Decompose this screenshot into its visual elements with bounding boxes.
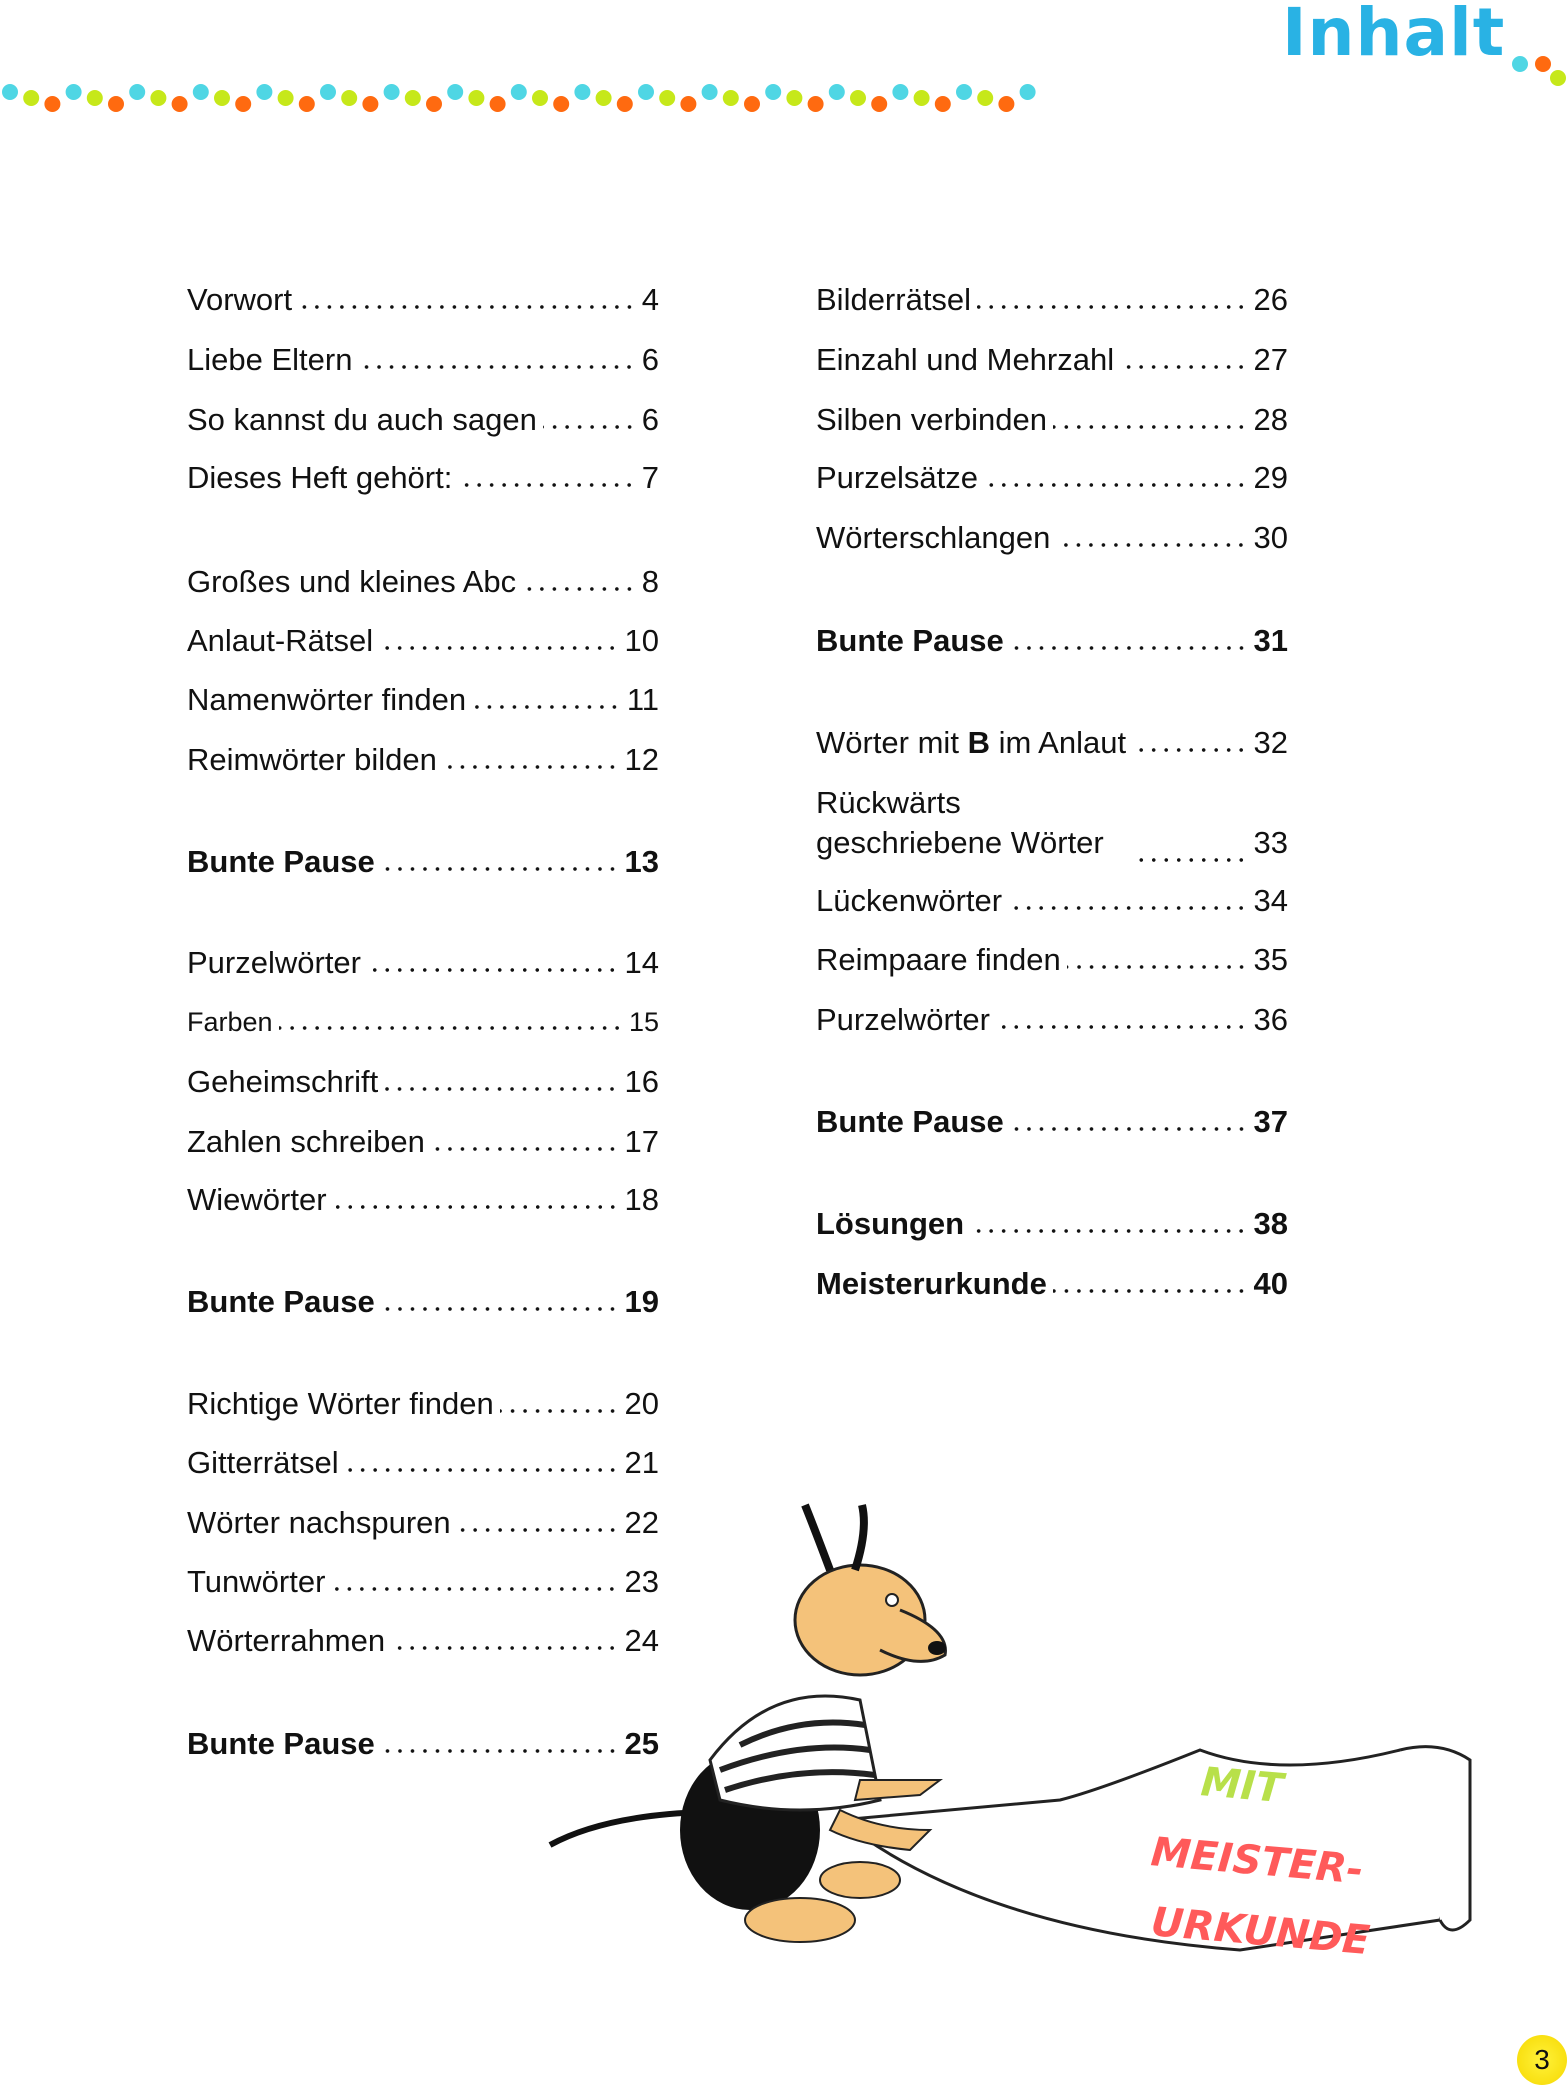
bead	[1512, 56, 1528, 72]
toc-entry-page: 29	[1253, 460, 1288, 495]
bead	[786, 90, 802, 106]
toc-entry[interactable]	[816, 1000, 1288, 1040]
toc-title-part: im Anlaut	[989, 725, 1127, 760]
bead	[320, 84, 336, 100]
bead	[214, 90, 230, 106]
bead	[235, 96, 251, 112]
bead	[808, 96, 824, 112]
bead	[723, 90, 739, 106]
toc-entry[interactable]	[187, 280, 659, 320]
toc-entry-page: 32	[1253, 725, 1288, 760]
dot-leader	[379, 645, 618, 651]
dot-leader	[381, 866, 619, 872]
bead	[362, 96, 378, 112]
toc-entry-page: 14	[624, 945, 659, 980]
bead	[617, 96, 633, 112]
bead	[680, 96, 696, 112]
toc-entry-title: Liebe Eltern	[187, 342, 353, 377]
bead	[998, 96, 1014, 112]
bead	[744, 96, 760, 112]
toc-entry[interactable]	[816, 940, 1288, 980]
toc-entry-title: Zahlen schreiben	[187, 1124, 425, 1159]
toc-entry-page: 34	[1253, 883, 1288, 918]
toc-entry[interactable]	[187, 1562, 659, 1602]
toc-entry-title: Bunte Pause	[816, 1104, 1004, 1139]
toc-entry-page: 6	[641, 342, 659, 377]
bead	[108, 96, 124, 112]
toc-entry-page: 11	[626, 682, 659, 717]
toc-entry[interactable]	[187, 562, 659, 602]
toc-entry-title: Lösungen	[816, 1206, 965, 1241]
toc-entry-title: Purzelsätze	[816, 460, 978, 495]
bead	[87, 90, 103, 106]
bead	[256, 84, 272, 100]
toc-entry-title: Bunte Pause	[187, 844, 375, 879]
mouse-with-certificate-illustration	[680, 1500, 1480, 1980]
bead	[193, 84, 209, 100]
toc-entry-title: Richtige Wörter finden	[187, 1386, 494, 1421]
toc-entry-page: 16	[624, 1064, 659, 1099]
toc-entry[interactable]	[816, 1204, 1288, 1244]
toc-entry[interactable]	[187, 1282, 659, 1322]
toc-entry[interactable]	[187, 1122, 659, 1162]
toc-entry[interactable]	[187, 1724, 659, 1764]
dot-leader	[1008, 905, 1247, 911]
dot-leader	[522, 586, 636, 592]
toc-entry-title: Farben	[187, 1007, 273, 1037]
toc-entry[interactable]	[187, 1503, 659, 1543]
dot-leader	[457, 1527, 619, 1533]
toc-entry-title: Reimwörter bilden	[187, 742, 437, 777]
toc-entry-page: 35	[1253, 942, 1288, 977]
bead	[935, 96, 951, 112]
toc-entry-title: Bunte Pause	[816, 623, 1004, 658]
toc-entry-page: 40	[1253, 1266, 1288, 1301]
bead	[426, 96, 442, 112]
toc-entry-page: 38	[1253, 1206, 1288, 1241]
toc-entry[interactable]	[816, 783, 1288, 863]
toc-entry[interactable]	[816, 881, 1288, 921]
toc-entry-title: Purzelwörter	[816, 1002, 990, 1037]
dot-leader	[443, 764, 619, 770]
banner-line-2: MEISTER-	[1149, 1829, 1366, 1894]
toc-entry[interactable]	[187, 842, 659, 882]
toc-entry[interactable]	[816, 621, 1288, 661]
dot-leader	[1010, 1126, 1248, 1132]
toc-entry-page: 8	[641, 564, 659, 599]
dot-leader	[458, 482, 635, 488]
toc-entry-page: 17	[624, 1124, 659, 1159]
dot-leader	[381, 1306, 619, 1312]
toc-title-part: Wörter mit	[816, 725, 968, 760]
dot-leader	[1053, 424, 1248, 430]
toc-entry-page: 37	[1253, 1104, 1288, 1139]
toc-entry-title: Purzelwörter	[187, 945, 361, 980]
toc-entry-title: Wörterrahmen	[187, 1623, 386, 1658]
toc-entry-page: 4	[641, 282, 659, 317]
toc-entry-page: 28	[1253, 402, 1288, 437]
toc-entry-title: Wiewörter	[187, 1182, 327, 1217]
toc-entry-title: Gitterrätsel	[187, 1445, 339, 1480]
toc-entry-title: Bilderrätsel	[816, 282, 972, 317]
toc-entry[interactable]	[187, 621, 659, 661]
toc-entry-title: Lückenwörter	[816, 883, 1003, 918]
bead	[23, 90, 39, 106]
toc-entry-page: 20	[624, 1386, 659, 1421]
toc-entry-page: 6	[641, 402, 659, 437]
toc-entry-title: Großes und kleines Abc	[187, 564, 517, 599]
bead	[1020, 84, 1036, 100]
toc-entry-title: Meisterurkunde	[816, 1266, 1047, 1301]
dot-leader	[1056, 542, 1247, 548]
dot-leader	[543, 424, 636, 430]
bead	[2, 84, 18, 100]
toc-entry-page: 25	[624, 1726, 659, 1761]
toc-entry-title: Dieses Heft gehört:	[187, 460, 453, 495]
toc-entry-page: 10	[624, 623, 659, 658]
bead	[977, 90, 993, 106]
toc-entry-title: Rückwärts geschriebene Wörter	[816, 785, 1104, 860]
bead	[299, 96, 315, 112]
toc-entry[interactable]	[187, 740, 659, 780]
toc-entry-page: 18	[624, 1182, 659, 1217]
bead	[129, 84, 145, 100]
toc-entry[interactable]	[816, 458, 1288, 498]
dot-leader	[391, 1645, 618, 1651]
toc-entry-page: 33	[1253, 825, 1288, 860]
dot-leader	[1132, 747, 1247, 753]
toc-entry-page: 19	[624, 1284, 659, 1319]
page-title: Inhalt	[1282, 0, 1506, 71]
bead	[702, 84, 718, 100]
toc-entry[interactable]	[187, 400, 659, 440]
toc-entry[interactable]	[187, 680, 659, 720]
dot-leader	[381, 1748, 619, 1754]
toc-entry[interactable]	[187, 1384, 659, 1424]
bead	[871, 96, 887, 112]
bead	[1535, 56, 1551, 72]
dot-leader	[431, 1146, 619, 1152]
toc-entry[interactable]	[816, 400, 1288, 440]
toc-entry-page: 21	[624, 1445, 659, 1480]
dot-leader	[1010, 645, 1248, 651]
bead	[892, 84, 908, 100]
bead	[150, 90, 166, 106]
dot-leader	[358, 364, 635, 370]
bead	[447, 84, 463, 100]
dot-leader	[977, 304, 1247, 310]
toc-entry[interactable]	[816, 1102, 1288, 1142]
toc-entry-page: 31	[1253, 623, 1288, 658]
toc-entry-title: Einzahl und Mehrzahl	[816, 342, 1115, 377]
dot-leader	[298, 304, 636, 310]
dot-leader	[345, 1467, 619, 1473]
bead	[532, 90, 548, 106]
toc-entry-title: Bunte Pause	[187, 1726, 375, 1761]
bead	[405, 90, 421, 106]
bead	[914, 90, 930, 106]
dot-leader	[279, 1025, 623, 1031]
dot-leader	[331, 1586, 618, 1592]
dot-leader	[367, 967, 619, 973]
toc-entry-page: 13	[624, 844, 659, 879]
dot-leader	[500, 1408, 619, 1414]
toc-entry[interactable]	[816, 518, 1288, 558]
bead	[574, 84, 590, 100]
bead	[468, 90, 484, 106]
bead	[384, 84, 400, 100]
toc-entry-title: Bunte Pause	[187, 1284, 375, 1319]
bead	[638, 84, 654, 100]
bead	[596, 90, 612, 106]
bead	[341, 90, 357, 106]
toc-entry[interactable]	[187, 1621, 659, 1661]
dot-leader	[333, 1204, 619, 1210]
dot-leader	[996, 1024, 1248, 1030]
toc-entry-page: 36	[1253, 1002, 1288, 1037]
bead	[44, 96, 60, 112]
bead	[765, 84, 781, 100]
bead	[850, 90, 866, 106]
toc-entry-page: 7	[641, 460, 659, 495]
bead	[956, 84, 972, 100]
bead	[66, 84, 82, 100]
toc-entry-title: Reimpaare finden	[816, 942, 1061, 977]
toc-entry-title: So kannst du auch sagen	[187, 402, 537, 437]
toc-entry-title: Silben verbinden	[816, 402, 1047, 437]
bead	[1550, 70, 1566, 86]
bead	[278, 90, 294, 106]
banner-line-1: MIT	[1199, 1759, 1285, 1813]
bead	[172, 96, 188, 112]
bead	[659, 90, 675, 106]
toc-entry[interactable]	[187, 458, 659, 498]
toc-entry[interactable]	[816, 340, 1288, 380]
dot-leader	[984, 482, 1248, 488]
dot-leader	[1067, 964, 1248, 970]
toc-entry-title: Anlaut-Rätsel	[187, 623, 374, 658]
toc-entry-page: 23	[624, 1564, 659, 1599]
toc-entry[interactable]	[187, 340, 659, 380]
page-number-badge: 3	[1517, 2035, 1567, 2085]
toc-entry[interactable]	[187, 1062, 659, 1102]
toc-entry-page: 27	[1253, 342, 1288, 377]
toc-entry-page: 30	[1253, 520, 1288, 555]
dot-leader	[1120, 364, 1247, 370]
dot-leader	[970, 1228, 1247, 1234]
toc-entry[interactable]	[187, 943, 659, 983]
dot-leader	[384, 1086, 618, 1092]
toc-entry[interactable]	[816, 723, 1288, 763]
toc-entry-page: 12	[624, 742, 659, 777]
toc-entry[interactable]	[187, 1002, 659, 1042]
dot-leader	[472, 704, 621, 710]
toc-entry-title: Wörterschlangen	[816, 520, 1051, 555]
toc-entry-title: Geheimschrift	[187, 1064, 379, 1099]
toc-entry-title: Namenwörter finden	[187, 682, 467, 717]
bead	[553, 96, 569, 112]
dot-leader	[1132, 857, 1248, 863]
toc-entry[interactable]	[816, 1264, 1288, 1304]
toc-entry-title	[816, 723, 1126, 763]
dot-leader	[1053, 1288, 1248, 1294]
toc-entry-title: Vorwort	[187, 282, 293, 317]
toc-title-part: B	[967, 725, 990, 760]
toc-entry-page: 15	[628, 1007, 659, 1037]
toc-entry-page: 22	[624, 1505, 659, 1540]
toc-entry[interactable]	[816, 280, 1288, 320]
toc-entry-title: Tunwörter	[187, 1564, 326, 1599]
toc-entry-page: 26	[1253, 282, 1288, 317]
toc-entry-title: Wörter nachspuren	[187, 1505, 451, 1540]
toc-entry[interactable]	[187, 1443, 659, 1483]
bead	[829, 84, 845, 100]
toc-entry[interactable]	[187, 1180, 659, 1220]
bead	[511, 84, 527, 100]
bead	[490, 96, 506, 112]
toc-entry-page: 24	[624, 1623, 659, 1658]
banner-line-3: URKUNDE	[1149, 1899, 1372, 1965]
